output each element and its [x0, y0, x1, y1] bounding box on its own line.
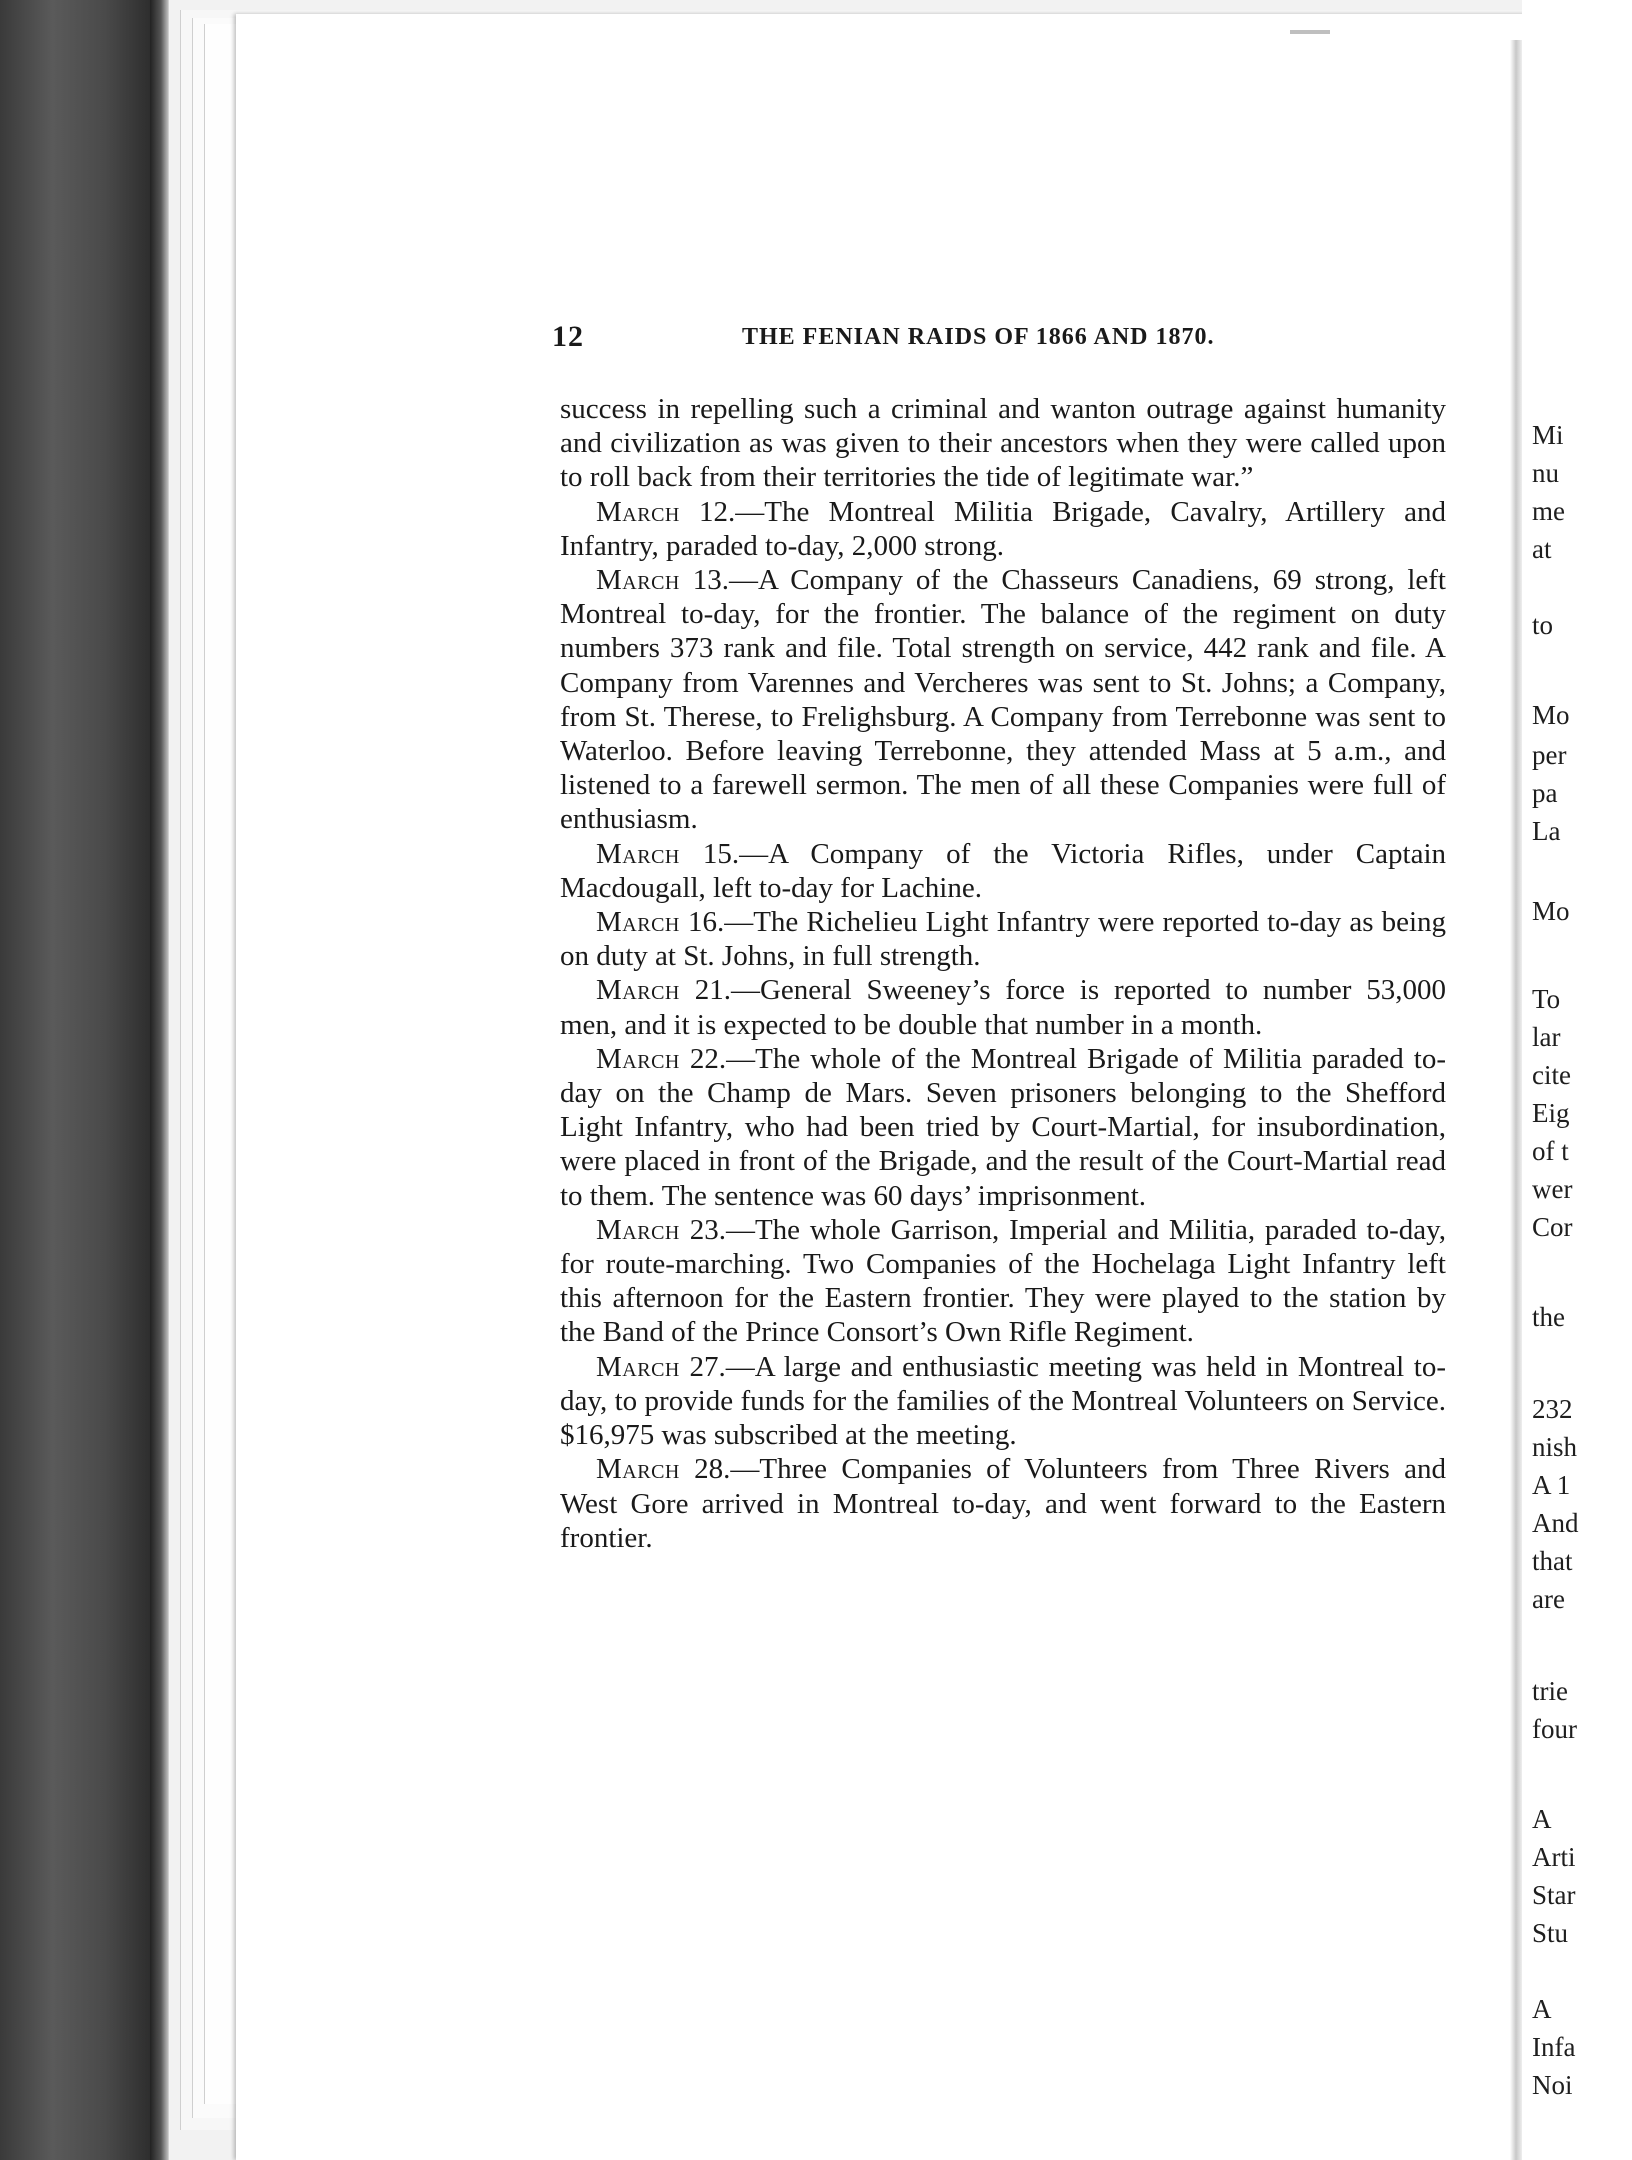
facing-page-fragment: A 1: [1532, 1470, 1571, 1500]
facing-page-fragment: trie: [1532, 1676, 1568, 1706]
paragraph-text: 12.—The Montreal Militia Brigade, Cavalry, Artillery and Infantry, paraded to-day, 2,000 strong.: [560, 495, 1446, 562]
page-number: 12: [552, 320, 584, 353]
facing-page-fragment: Mo: [1532, 700, 1570, 730]
facing-page-fragment: Cor: [1532, 1212, 1573, 1242]
paragraph: [560, 563, 1446, 837]
paragraph-text: 15.—A Company of the Victoria Rifles, under Captain Macdougall, left to-day for Lachine.: [560, 837, 1446, 904]
paragraph-text: 27.—A large and enthusiastic meeting was held in Montreal to-day, to provide funds for the families of the Montreal Volunteers on Service. $16,975 was subscribed at the meeting.: [560, 1350, 1446, 1452]
date-lead: March: [596, 837, 680, 870]
paragraph-text: 16.—The Richelieu Light Infantry were reported to-day as being on duty at St. Johns, in full strength.: [560, 906, 1446, 973]
facing-page-fragment: And: [1532, 1508, 1579, 1538]
facing-page-fragment: A: [1532, 1994, 1552, 2024]
paragraph-text: 22.—The whole of the Montreal Brigade of Militia paraded to-day on the Champ de Mars. Seven prisoners belonging to the Shefford Light Infantry, who had been tried by Court-Martial, for insubordination, were placed in front of the Brigade, and the result of the Court-Martial read to them. The sentence was 60 days’ imprisonment.: [560, 1042, 1446, 1212]
date-lead: March: [596, 1042, 680, 1075]
facing-page-fragment: A: [1532, 1804, 1552, 1834]
facing-page-fragment: nu: [1532, 458, 1559, 488]
facing-page-fragment: Infa: [1532, 2032, 1576, 2062]
paragraph-text: 21.—General Sweeney’s force is reported to number 53,000 men, and it is expected to be double that number in a month.: [560, 974, 1446, 1041]
date-lead: March: [596, 1213, 680, 1246]
paragraph-text: 28.—Three Companies of Volunteers from Three Rivers and West Gore arrived in Montreal to-day, and went forward to the Eastern frontier.: [560, 1453, 1446, 1554]
book-binding: [0, 0, 150, 2160]
date-lead: March: [596, 1350, 680, 1383]
paragraph: [560, 392, 1446, 495]
paragraph: [560, 1350, 1446, 1453]
facing-page-fragment: Mo: [1532, 896, 1570, 926]
facing-page-fragment: to: [1532, 610, 1554, 640]
paragraph-text: 13.—A Company of the Chasseurs Canadiens, 69 strong, left Montreal to-day, for the frontier. The balance of the regiment on duty numbers 373 rank and file. Total strength on service, 442 rank and file. A Company from Varennes and Vercheres was sent to St. Johns; a Company, from St. Therese, to Frelighsburg. A Company from Terrebonne was sent to Waterloo. Before leaving Terrebonne, they attended Mass at 5 a.m., and listened to a farewell sermon. The men of all these Companies were full of enthusiasm.: [560, 564, 1446, 836]
facing-page-fragment: per: [1532, 740, 1567, 770]
binding-edge: [150, 0, 168, 2160]
facing-page-fragment: Noi: [1532, 2070, 1573, 2100]
facing-page-fragment: Mi: [1532, 420, 1564, 450]
facing-page-fragment: the: [1532, 1302, 1565, 1332]
facing-page-fragment: Star: [1532, 1880, 1576, 1910]
facing-page-fragment: Stu: [1532, 1918, 1569, 1948]
paragraph: [560, 837, 1446, 905]
facing-page-fragment: are: [1532, 1584, 1565, 1614]
facing-page-fragment: me: [1532, 496, 1565, 526]
paragraph-text: 23.—The whole Garrison, Imperial and Militia, paraded to-day, for route-marching. Two Companies of the Hochelaga Light Infantry left this afternoon for the Eastern frontier. They were played to the station by the Band of the Prince Consort’s Own Rifle Regiment.: [560, 1213, 1446, 1349]
facing-page: [1522, 0, 1632, 2160]
facing-page-fragment: at: [1532, 534, 1552, 564]
paragraph: [560, 905, 1446, 973]
paragraph: [560, 1452, 1446, 1555]
body-text: [560, 392, 1446, 1555]
facing-page-fragment: Arti: [1532, 1842, 1576, 1872]
facing-page-fragment: nish: [1532, 1432, 1578, 1462]
facing-page-fragment: four: [1532, 1714, 1577, 1744]
paragraph: [560, 495, 1446, 563]
facing-page-fragment: To: [1532, 984, 1561, 1014]
facing-page-fragment: that: [1532, 1546, 1573, 1576]
facing-page-fragment: cite: [1532, 1060, 1571, 1090]
date-lead: March: [596, 974, 680, 1007]
facing-page-fragment: 232: [1532, 1394, 1573, 1424]
date-lead: March: [596, 1453, 680, 1486]
facing-page-fragment: of t: [1532, 1136, 1569, 1166]
scan-mark: [1290, 30, 1330, 34]
date-lead: March: [596, 564, 680, 597]
paragraph: [560, 973, 1446, 1041]
facing-page-fragment: La: [1532, 816, 1561, 846]
facing-page-fragment: wer: [1532, 1174, 1573, 1204]
facing-page-fragment: lar: [1532, 1022, 1561, 1052]
running-title: THE FENIAN RAIDS OF 1866 AND 1870.: [742, 324, 1215, 350]
date-lead: March: [596, 906, 680, 939]
paragraph-text: success in repelling such a criminal and wanton outrage against humanity and civilization as was given to their ancestors when they were called upon to roll back from their territories the tide of legitimate war.”: [560, 393, 1446, 494]
running-head: [552, 320, 1452, 356]
facing-page-fragment: Eig: [1532, 1098, 1570, 1128]
paragraph: [560, 1213, 1446, 1350]
facing-page-fragment: pa: [1532, 778, 1558, 808]
date-lead: March: [596, 495, 680, 528]
book-gutter: [1510, 40, 1522, 2160]
paragraph: [560, 1042, 1446, 1213]
